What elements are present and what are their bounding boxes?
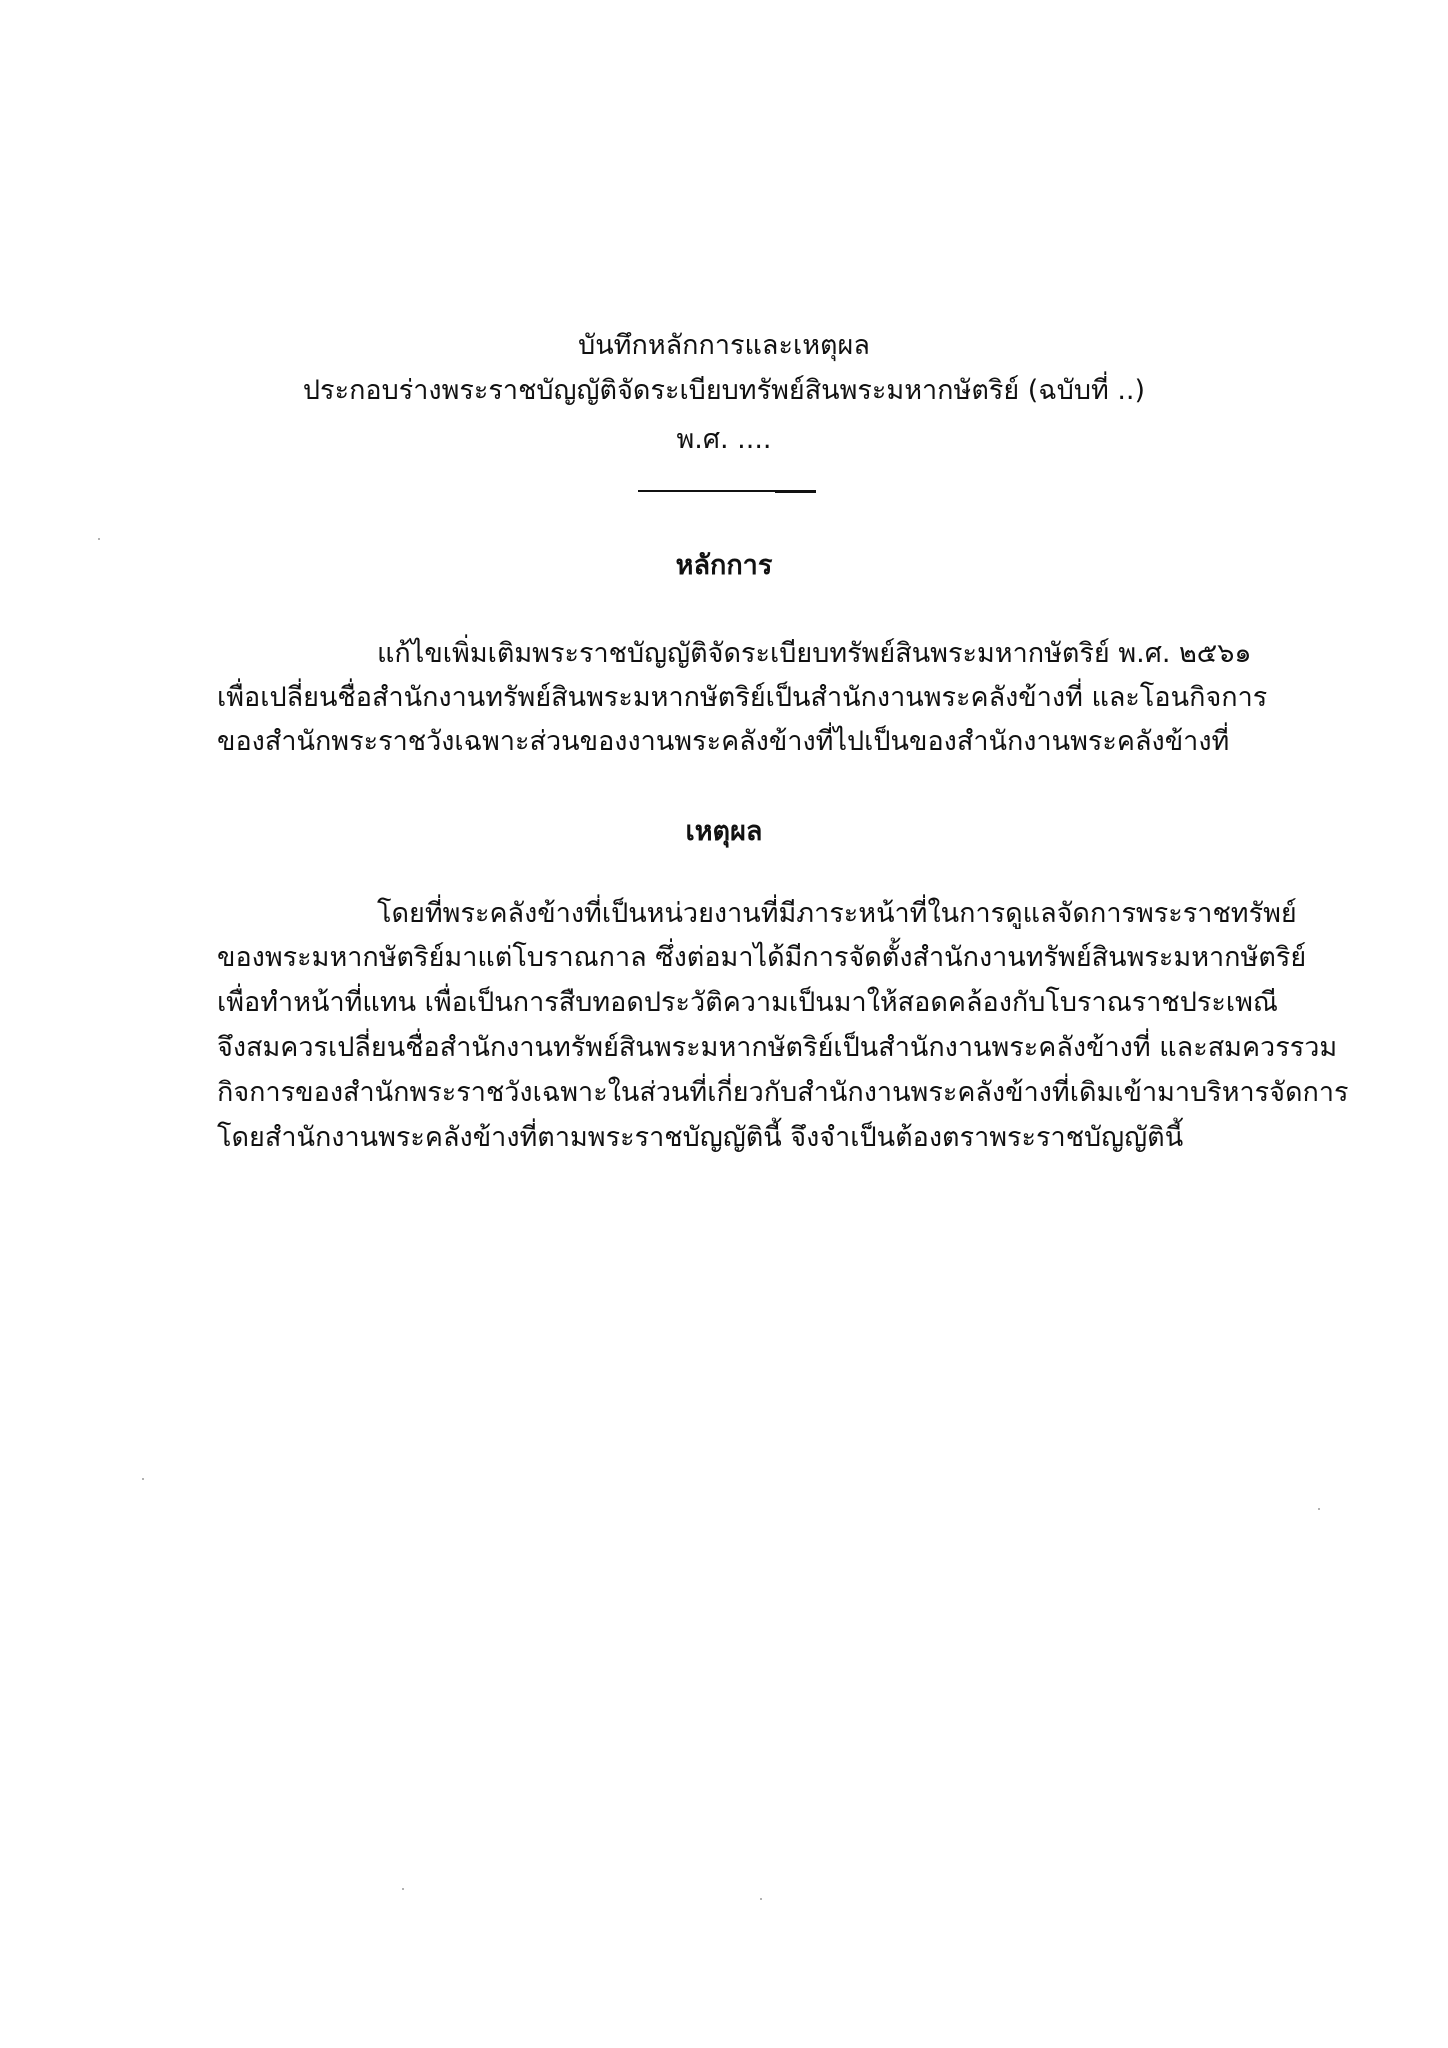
scan-speck xyxy=(760,1898,762,1900)
reason-heading: เหตุผล xyxy=(685,816,763,847)
reason-line: ของพระมหากษัตริย์มาแต่โบราณกาล ซึ่งต่อมาได้มีการจัดตั้งสำนักงานทรัพย์สินพระมหากษัตริย์ xyxy=(217,942,1307,973)
principle-heading: หลักการ xyxy=(675,550,773,581)
document-subtitle: ประกอบร่างพระราชบัญญัติจัดระเบียบทรัพย์สินพระมหากษัตริย์ (ฉบับที่ ..) xyxy=(302,375,1146,406)
document-title: บันทึกหลักการและเหตุผล xyxy=(578,330,870,361)
scan-speck xyxy=(402,1888,404,1890)
scan-speck xyxy=(98,538,100,540)
reason-line: เพื่อทำหน้าที่แทน เพื่อเป็นการสืบทอดประวัติความเป็นมาให้สอดคล้องกับโบราณราชประเพณี xyxy=(217,987,1278,1018)
reason-line: จึงสมควรเปลี่ยนชื่อสำนักงานทรัพย์สินพระมหากษัตริย์เป็นสำนักงานพระคลังข้างที่ และสมควรรวม xyxy=(217,1032,1338,1063)
document-year: พ.ศ. .... xyxy=(676,424,772,455)
scan-speck xyxy=(1318,1508,1320,1510)
principle-line: ของสำนักพระราชวังเฉพาะส่วนของงานพระคลังข้างที่ไปเป็นของสำนักงานพระคลังข้างที่ xyxy=(217,726,1230,757)
scan-speck xyxy=(142,1478,144,1480)
principle-line: เพื่อเปลี่ยนชื่อสำนักงานทรัพย์สินพระมหากษัตริย์เป็นสำนักงานพระคลังข้างที่ และโอนกิจการ xyxy=(217,682,1268,713)
reason-line: โดยสำนักงานพระคลังข้างที่ตามพระราชบัญญัตินี้ จึงจำเป็นต้องตราพระราชบัญญัตินี้ xyxy=(217,1122,1184,1153)
principle-line: แก้ไขเพิ่มเติมพระราชบัญญัติจัดระเบียบทรัพย์สินพระมหากษัตริย์ พ.ศ. ๒๕๖๑ xyxy=(377,638,1252,669)
reason-line: กิจการของสำนักพระราชวังเฉพาะในส่วนที่เกี่ยวกับสำนักงานพระคลังข้างที่เดิมเข้ามาบริหารจัดการ xyxy=(217,1077,1349,1108)
reason-line: โดยที่พระคลังข้างที่เป็นหน่วยงานที่มีภาระหน้าที่ในการดูแลจัดการพระราชทรัพย์ xyxy=(377,898,1297,929)
header-divider-end xyxy=(775,490,816,493)
